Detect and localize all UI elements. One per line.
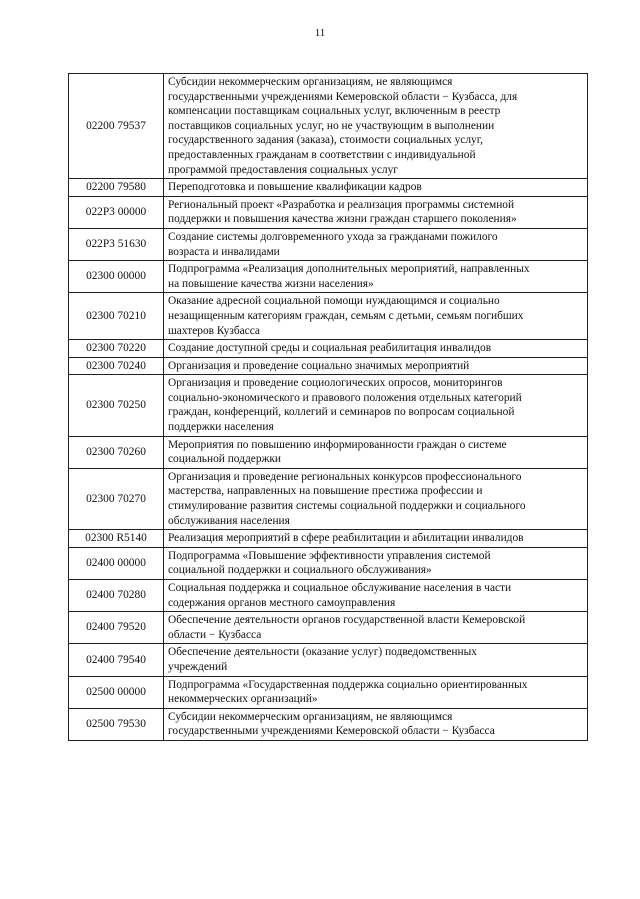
description-line: содержания органов местного самоуправления bbox=[168, 596, 396, 609]
description-line: государственного задания (заказа), стоимости социальных услуг, bbox=[168, 134, 483, 147]
description-cell bbox=[164, 340, 588, 358]
table-row bbox=[69, 436, 588, 468]
description-line: предоставленных гражданам в соответствии с индивидуальной bbox=[168, 148, 476, 161]
description-line: Организация и проведение региональных конкурсов профессионального bbox=[168, 470, 522, 483]
description-cell bbox=[164, 580, 588, 612]
description-line: социальной поддержки и социального обслуживания» bbox=[168, 564, 432, 577]
description-line: области − Кузбасса bbox=[168, 628, 262, 641]
description-cell bbox=[164, 196, 588, 228]
description-line: Субсидии некоммерческим организациям, не являющимся bbox=[168, 76, 453, 88]
description-line: государственными учреждениями Кемеровской области − Кузбасса bbox=[168, 725, 495, 738]
table-row bbox=[69, 547, 588, 579]
description-line: мастерства, направленных на повышение престижа профессии и bbox=[168, 485, 483, 498]
budget-code-cell: 02400 70280 bbox=[69, 580, 164, 612]
table-body bbox=[69, 74, 588, 741]
table-row bbox=[69, 375, 588, 436]
description-line: учреждений bbox=[168, 660, 228, 673]
description-line: Оказание адресной социальной помощи нуждающимся и социально bbox=[168, 295, 500, 308]
description-cell bbox=[164, 644, 588, 676]
description-cell bbox=[164, 74, 588, 179]
table-row bbox=[69, 676, 588, 708]
description-line: стимулирование развития системы социальной поддержки и социального bbox=[168, 500, 526, 513]
table-row bbox=[69, 179, 588, 197]
table-row bbox=[69, 293, 588, 340]
description-line: Организация и проведение социально значимых мероприятий bbox=[168, 359, 470, 372]
description-line: Переподготовка и повышение квалификации кадров bbox=[168, 181, 422, 194]
budget-code-cell: 02500 00000 bbox=[69, 676, 164, 708]
budget-code-cell: 02400 00000 bbox=[69, 547, 164, 579]
description-line: социальной поддержки bbox=[168, 453, 282, 466]
table-row bbox=[69, 708, 588, 740]
description-line: на повышение качества жизни населения» bbox=[168, 277, 374, 290]
description-line: Обеспечение деятельности органов государственной власти Кемеровской bbox=[168, 614, 526, 627]
description-line: Обеспечение деятельности (оказание услуг) подведомственных bbox=[168, 646, 477, 659]
table-row bbox=[69, 580, 588, 612]
description-line: Организация и проведение социологических опросов, мониторингов bbox=[168, 377, 503, 390]
description-line: некоммерческих организаций» bbox=[168, 693, 318, 706]
description-line: государственными учреждениями Кемеровской области − Кузбасса, для bbox=[168, 90, 518, 103]
description-line: граждан, конференций, коллегий и семинаров по вопросам социальной bbox=[168, 406, 515, 419]
budget-code-cell: 02400 79540 bbox=[69, 644, 164, 676]
table-row bbox=[69, 196, 588, 228]
budget-code-cell: 022Р3 51630 bbox=[69, 228, 164, 260]
budget-code-cell: 02300 70240 bbox=[69, 357, 164, 375]
description-cell bbox=[164, 228, 588, 260]
description-line: Подпрограмма «Реализация дополнительных мероприятий, направленных bbox=[168, 263, 530, 276]
description-cell bbox=[164, 612, 588, 644]
table-row bbox=[69, 468, 588, 529]
page-number: 11 bbox=[314, 27, 326, 39]
description-line: незащищенным категориям граждан, семьям с детьми, семьям погибших bbox=[168, 309, 524, 322]
table-row bbox=[69, 261, 588, 293]
budget-code-cell: 02500 79530 bbox=[69, 708, 164, 740]
description-line: поддержки населения bbox=[168, 421, 274, 434]
description-line: поставщиков социальных услуг, но не участвующим в выполнении bbox=[168, 119, 495, 132]
table-row bbox=[69, 228, 588, 260]
description-line: Подпрограмма «Государственная поддержка социально ориентированных bbox=[168, 678, 528, 691]
budget-code-cell: 022Р3 00000 bbox=[69, 196, 164, 228]
table-row bbox=[69, 340, 588, 358]
description-cell bbox=[164, 530, 588, 548]
description-cell bbox=[164, 468, 588, 529]
description-line: программой предоставления социальных услуг bbox=[168, 163, 398, 176]
budget-code-table bbox=[68, 73, 588, 741]
table-row bbox=[69, 74, 588, 179]
description-line: Субсидии некоммерческим организациям, не являющимся bbox=[168, 710, 453, 723]
description-line: Создание доступной среды и социальная реабилитация инвалидов bbox=[168, 342, 492, 355]
budget-code-cell: 02300 70210 bbox=[69, 293, 164, 340]
budget-code-cell: 02300 70250 bbox=[69, 375, 164, 436]
budget-code-cell: 02400 79520 bbox=[69, 612, 164, 644]
description-cell bbox=[164, 676, 588, 708]
description-line: поддержки и повышения качества жизни граждан старшего поколения» bbox=[168, 213, 517, 226]
description-line: Региональный проект «Разработка и реализация программы системной bbox=[168, 198, 515, 211]
budget-code-cell: 02300 70260 bbox=[69, 436, 164, 468]
description-line: Мероприятия по повышению информированности граждан о системе bbox=[168, 438, 507, 451]
budget-code-cell: 02200 79537 bbox=[69, 74, 164, 179]
description-cell bbox=[164, 708, 588, 740]
description-line: возраста и инвалидами bbox=[168, 245, 280, 258]
description-line: Реализация мероприятий в сфере реабилитации и абилитации инвалидов bbox=[168, 532, 524, 545]
description-cell bbox=[164, 179, 588, 197]
table-row bbox=[69, 644, 588, 676]
description-cell bbox=[164, 293, 588, 340]
budget-code-cell: 02300 00000 bbox=[69, 261, 164, 293]
description-line: Социальная поддержка и социальное обслуживание населения в части bbox=[168, 582, 512, 594]
budget-code-cell: 02200 79580 bbox=[69, 179, 164, 197]
description-line: шахтеров Кузбасса bbox=[168, 324, 260, 337]
table-row bbox=[69, 530, 588, 548]
description-line: обслуживания населения bbox=[168, 514, 290, 527]
description-line: Подпрограмма «Повышение эффективности управления системой bbox=[168, 549, 491, 562]
budget-code-cell: 02300 70270 bbox=[69, 468, 164, 529]
table-row bbox=[69, 357, 588, 375]
description-cell bbox=[164, 261, 588, 293]
description-cell bbox=[164, 357, 588, 375]
description-line: Создание системы долговременного ухода за гражданами пожилого bbox=[168, 230, 498, 243]
budget-code-cell: 02300 R5140 bbox=[69, 530, 164, 548]
description-cell bbox=[164, 436, 588, 468]
budget-code-cell: 02300 70220 bbox=[69, 340, 164, 358]
description-cell bbox=[164, 375, 588, 436]
description-line: компенсации поставщикам социальных услуг, включенным в реестр bbox=[168, 105, 501, 118]
description-line: социально-экономического и правового положения отдельных категорий bbox=[168, 391, 522, 404]
table-row bbox=[69, 612, 588, 644]
description-cell bbox=[164, 547, 588, 579]
